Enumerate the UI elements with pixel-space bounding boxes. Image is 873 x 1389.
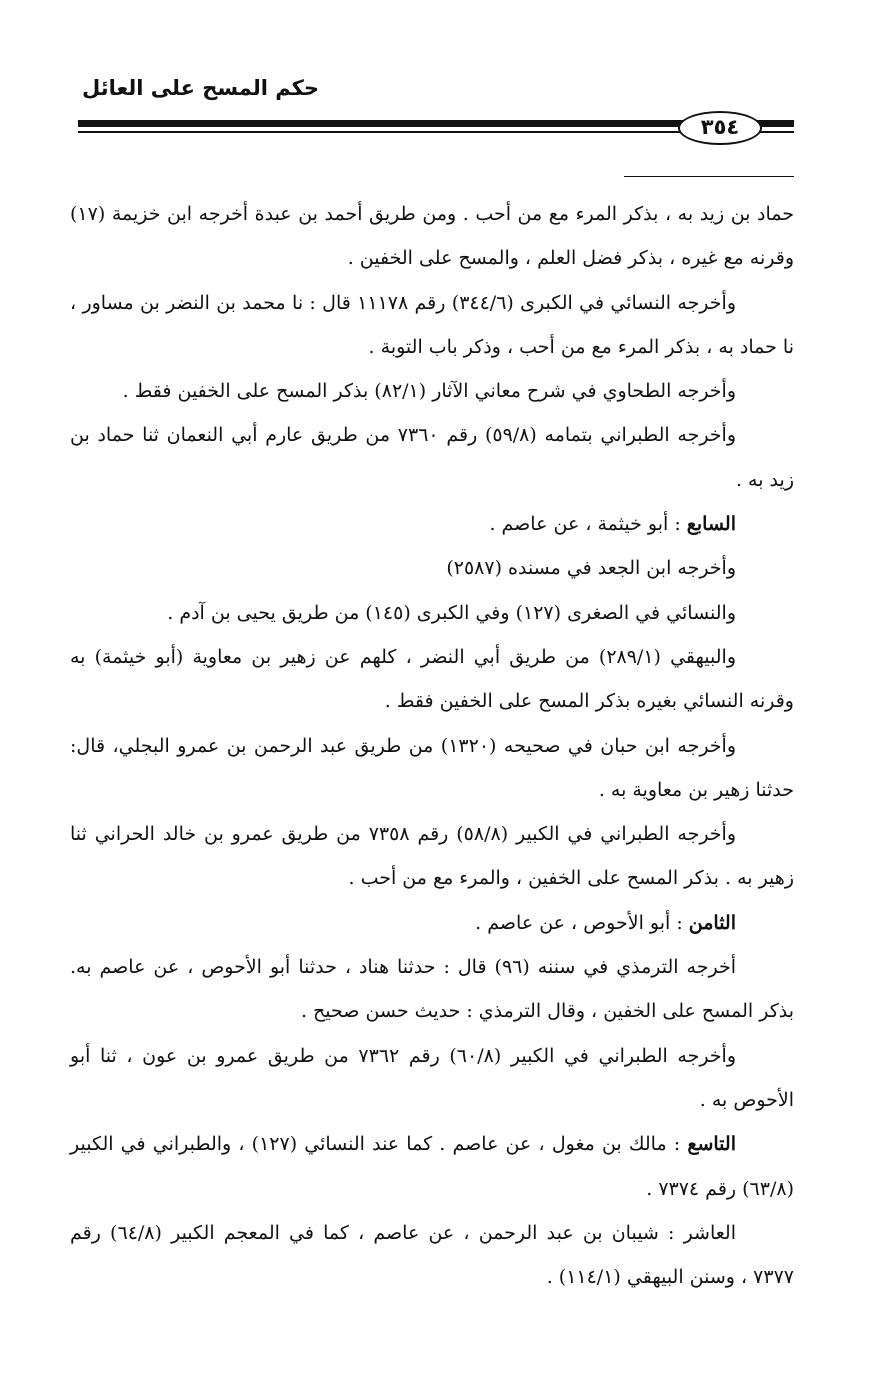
paragraph-text: أخرجه الترمذي في سننه (٩٦) قال : حدثنا هناد ، حدثنا أبو الأحوص ، عن عاصم به. بذكر المسح على الخفين ، وقال الترمذي : حديث حسن صحيح . bbox=[70, 956, 794, 1023]
paragraph-lead: الثامن bbox=[688, 911, 736, 934]
running-header-title: حكم المسح على العائل bbox=[82, 76, 320, 100]
paragraph-text: : أبو الأحوص ، عن عاصم . bbox=[475, 911, 689, 934]
paragraph-text: العاشر : شيبان بن عبد الرحمن ، عن عاصم ، كما في المعجم الكبير (٦٤/٨) رقم ٧٣٧٧ ، وسنن البيهقي (١١٤/١) . bbox=[70, 1221, 794, 1289]
paragraph-1 bbox=[70, 192, 794, 281]
paragraph-text: وأخرجه النسائي في الكبرى (٣٤٤/٦) رقم ١١١٧٨ قال : نا محمد بن النضر بن مساور ، نا حماد به ، بذكر المرء مع من أحب ، وذكر باب التوبة . bbox=[70, 291, 794, 358]
paragraph-6 bbox=[70, 546, 794, 590]
paragraph-text: وأخرجه الطبراني بتمامه (٥٩/٨) رقم ٧٣٦٠ من طريق عارم أبي النعمان ثنا حماد بن زيد به . bbox=[70, 424, 794, 491]
paragraph-lead: التاسع bbox=[687, 1133, 736, 1156]
paragraph-4 bbox=[70, 413, 794, 502]
paragraph-text: وأخرجه الطبراني في الكبير (٥٨/٨) رقم ٧٣٥٨ من طريق عمرو بن خالد الحراني ثنا زهير به . بذكر المسح على الخفين ، والمرء مع من أحب . bbox=[70, 823, 794, 890]
paragraph-text: والنسائي في الصغرى (١٢٧) وفي الكبرى (١٤٥) من طريق يحيى بن آدم . bbox=[167, 601, 736, 624]
paragraph-text: وأخرجه ابن حبان في صحيحه (١٣٢٠) من طريق عبد الرحمن بن عمرو البجلي، قال: حدثنا زهير بن معاوية به . bbox=[70, 734, 794, 801]
paragraph-text: حماد بن زيد به ، بذكر المرء مع من أحب . ومن طريق أحمد بن عبدة أخرجه ابن خزيمة (١٧) وقرنه مع غيره ، بذكر فضل العلم ، والمسح على الخفين . bbox=[70, 203, 794, 270]
paragraph-15 bbox=[70, 1211, 794, 1300]
paragraph-8 bbox=[70, 635, 794, 724]
paragraph-7 bbox=[70, 591, 794, 635]
paragraph-12 bbox=[70, 945, 794, 1034]
paragraph-10 bbox=[70, 812, 794, 901]
paragraph-text: والبيهقي (٢٨٩/١) من طريق أبي النضر ، كلهم عن زهير بن معاوية (أبو خيثمة) به وقرنه النسائي بغيره بذكر المسح على الخفين فقط . bbox=[70, 645, 794, 713]
footnote-separator bbox=[624, 176, 794, 177]
page-number-badge: ٣٥٤ bbox=[678, 111, 762, 145]
paragraph-11 bbox=[70, 901, 794, 945]
paragraph-3 bbox=[70, 369, 794, 413]
paragraph-13 bbox=[70, 1034, 794, 1123]
paragraph-9 bbox=[70, 724, 794, 813]
paragraph-text: وأخرجه ابن الجعد في مسنده (٢٥٨٧) bbox=[446, 557, 736, 580]
paragraph-text: : مالك بن مغول ، عن عاصم . كما عند النسائي (١٢٧) ، والطبراني في الكبير (٦٣/٨) رقم ٧٣٧٤ . bbox=[70, 1133, 794, 1200]
paragraph-5 bbox=[70, 502, 794, 546]
paragraph-14 bbox=[70, 1122, 794, 1211]
paragraph-2 bbox=[70, 281, 794, 370]
footnote-body bbox=[70, 192, 794, 1299]
paragraph-text: وأخرجه الطحاوي في شرح معاني الآثار (٨٢/١) بذكر المسح على الخفين فقط . bbox=[122, 380, 736, 403]
paragraph-text: وأخرجه الطبراني في الكبير (٦٠/٨) رقم ٧٣٦٢ من طريق عمرو بن عون ، ثنا أبو الأحوص به . bbox=[70, 1044, 794, 1111]
paragraph-text: : أبو خيثمة ، عن عاصم . bbox=[489, 513, 687, 536]
paragraph-lead: السابع bbox=[686, 513, 736, 536]
